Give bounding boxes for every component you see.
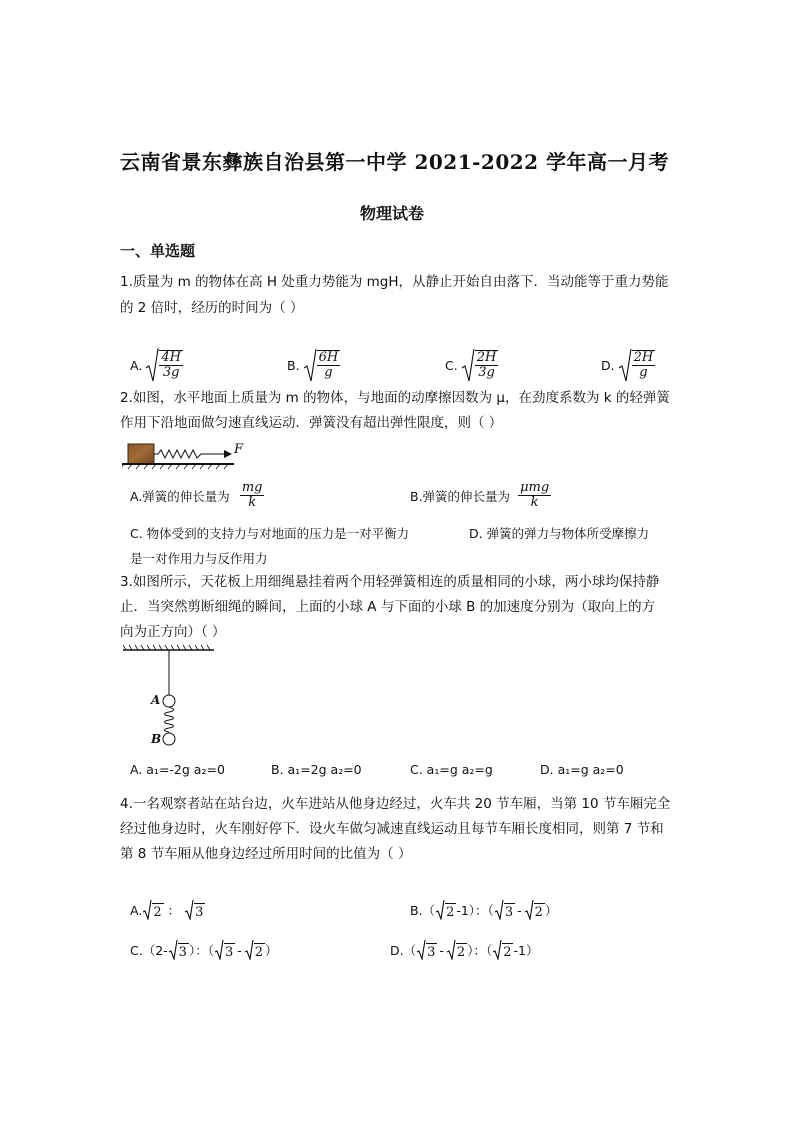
expression-text: -1）：（ — [456, 903, 494, 918]
option-label: C. — [445, 357, 458, 373]
ball-label-b: B — [151, 732, 162, 746]
sqrt-expression — [142, 900, 163, 920]
radical-sign-icon — [618, 348, 632, 382]
option-text: A.弹簧的伸长量为 — [130, 488, 230, 504]
option-label: B.（ — [410, 903, 436, 918]
sqrt-expression — [244, 940, 265, 960]
radicand: 2 — [503, 945, 512, 960]
fraction-numerator: mg — [241, 480, 263, 495]
sqrt-expression — [494, 900, 515, 920]
q3-figure — [118, 644, 218, 750]
option-text: B.弹簧的伸长量为 — [410, 488, 511, 504]
ratio-separator: ： — [167, 903, 181, 918]
radical-sign-icon — [461, 348, 475, 382]
q3-text-line1: 3.如图所示，天花板上用细绳悬挂着两个用轻弹簧相连的质量相同的小球，两小球均保持静 — [120, 574, 660, 590]
expression-text: - — [517, 902, 522, 918]
q1-option-a[interactable] — [130, 348, 183, 382]
q4-text-line3: 第 8 节车厢从他身边经过所用时间的比值为（ ） — [120, 846, 412, 862]
sqrt-expression — [168, 940, 189, 960]
q2-option-b[interactable] — [410, 481, 551, 510]
option-label: D. — [601, 357, 615, 373]
radical-sign-icon — [435, 900, 445, 920]
radical-sign-icon — [142, 900, 152, 920]
sqrt-fraction — [618, 348, 656, 382]
option-label: B. — [287, 357, 300, 373]
q1-option-b[interactable] — [287, 348, 340, 382]
block-spring-diagram — [122, 440, 252, 470]
radical-sign-icon — [145, 348, 159, 382]
q4-option-c[interactable] — [130, 940, 278, 960]
fraction — [240, 481, 265, 510]
q3-text-line2: 止．当突然剪断细绳的瞬间，上面的小球 A 与下面的小球 B 的加速度分别为（取向上的方 — [120, 599, 656, 615]
radicand: 2 — [254, 945, 264, 960]
q2-option-d-continued: 是一对作用力与反作用力 — [130, 551, 268, 566]
ball-label-a: A — [151, 693, 161, 707]
fraction-denominator: 3g — [162, 364, 180, 380]
radicand: 2 — [446, 905, 455, 920]
radicand: 2 — [153, 905, 162, 920]
radical-sign-icon — [494, 900, 504, 920]
q1-text-line1: 1.质量为 m 的物体在高 H 处重力势能为 mgH，从静止开始自由落下．当动能等于重力势能 — [120, 274, 669, 290]
expression-text: ）：（ — [467, 943, 493, 958]
option-label: C.（2- — [130, 943, 168, 958]
expression-text: ）：（ — [188, 943, 214, 958]
radicand: 3 — [224, 945, 234, 960]
q3-text-line3: 向为正方向）（ ） — [120, 624, 226, 640]
radical-sign-icon — [303, 348, 317, 382]
radical-sign-icon — [168, 940, 178, 960]
sqrt-fraction — [303, 348, 341, 382]
radicand: 3 — [195, 905, 204, 920]
fraction-denominator: g — [324, 364, 333, 380]
force-label-f: F — [234, 442, 244, 457]
q2-option-a[interactable] — [130, 481, 264, 510]
q3-option-a[interactable]: A. a₁=-2g a₂=0 — [130, 762, 225, 777]
radical-sign-icon — [184, 900, 194, 920]
sqrt-expression — [214, 940, 235, 960]
q4-option-d[interactable] — [390, 940, 538, 960]
sqrt-fraction — [461, 348, 499, 382]
option-label: A. — [130, 902, 143, 918]
fraction-numerator: 2H — [633, 349, 654, 365]
q4-option-b[interactable] — [410, 900, 557, 920]
radical-sign-icon — [416, 940, 426, 960]
q2-text-line2: 作用下沿地面做匀速直线运动．弹簧没有超出弹性限度，则（ ） — [120, 415, 503, 431]
q2-option-c[interactable]: C. 物体受到的支持力与对地面的压力是一对平衡力 — [130, 526, 410, 541]
fraction-denominator: 3g — [478, 364, 495, 380]
sqrt-expression — [435, 900, 456, 920]
fraction-denominator: g — [639, 364, 648, 380]
fraction-numerator: 4H — [161, 349, 181, 365]
q3-option-c[interactable]: C. a₁=g a₂=g — [410, 762, 493, 777]
q1-option-c[interactable] — [445, 348, 498, 382]
fraction-numerator: μmg — [520, 480, 550, 495]
radicand: 3 — [504, 905, 514, 920]
option-label: A. — [130, 357, 143, 373]
radicand: 2 — [456, 945, 466, 960]
q2-option-d[interactable]: D. 弹簧的弹力与物体所受摩擦力 — [469, 526, 650, 541]
expression-text: -1） — [513, 943, 539, 958]
q3-option-d[interactable]: D. a₁=g a₂=0 — [540, 762, 624, 777]
radical-sign-icon — [244, 940, 254, 960]
expression-text: ） — [544, 903, 558, 918]
q2-figure — [122, 440, 252, 470]
radical-sign-icon — [524, 900, 534, 920]
sqrt-expression — [184, 900, 205, 920]
sqrt-expression — [492, 940, 513, 960]
fraction-numerator: 6H — [318, 349, 339, 365]
expression-text: ） — [265, 943, 278, 958]
q4-text-line2: 经过他身边时，火车刚好停下．设火车做匀减速直线运动且每节车厢长度相同，则第 7 节和 — [120, 821, 664, 837]
q1-text-line2: 的 2 倍时，经历的时间为（ ） — [120, 300, 304, 316]
section-heading: 一、单选题 — [120, 242, 196, 260]
radicand: 2 — [534, 905, 543, 920]
sqrt-expression — [446, 940, 467, 960]
fraction-denominator: k — [530, 495, 539, 510]
q1-option-d[interactable] — [601, 348, 655, 382]
q4-option-a[interactable] — [130, 900, 205, 920]
fraction-numerator: 2H — [476, 349, 497, 365]
expression-text: - — [237, 942, 242, 958]
page-title: 云南省景东彝族自治县第一中学 2021-2022 学年高一月考 — [120, 150, 670, 174]
radical-sign-icon — [214, 940, 224, 960]
q3-option-b[interactable]: B. a₁=2g a₂=0 — [271, 762, 362, 777]
page-subtitle: 物理试卷 — [360, 204, 425, 223]
q2-text-line1: 2.如图，水平地面上质量为 m 的物体，与地面的动摩擦因数为 μ，在劲度系数为 k 的轻弹簧 — [120, 390, 670, 406]
sqrt-expression — [416, 940, 437, 960]
radical-sign-icon — [492, 940, 502, 960]
sqrt-fraction — [145, 348, 183, 382]
radicand: 3 — [178, 945, 187, 960]
hanging-balls-diagram — [118, 644, 218, 750]
expression-text: - — [439, 942, 444, 958]
fraction-denominator: k — [248, 495, 257, 510]
q4-text-line1: 4.一名观察者站在站台边，火车进站从他身边经过，火车共 20 节车厢，当第 10 节车厢完全 — [120, 796, 671, 812]
radicand: 3 — [427, 945, 436, 960]
sqrt-expression — [524, 900, 545, 920]
option-label: D.（ — [390, 943, 417, 958]
radical-sign-icon — [446, 940, 456, 960]
fraction — [518, 481, 551, 510]
